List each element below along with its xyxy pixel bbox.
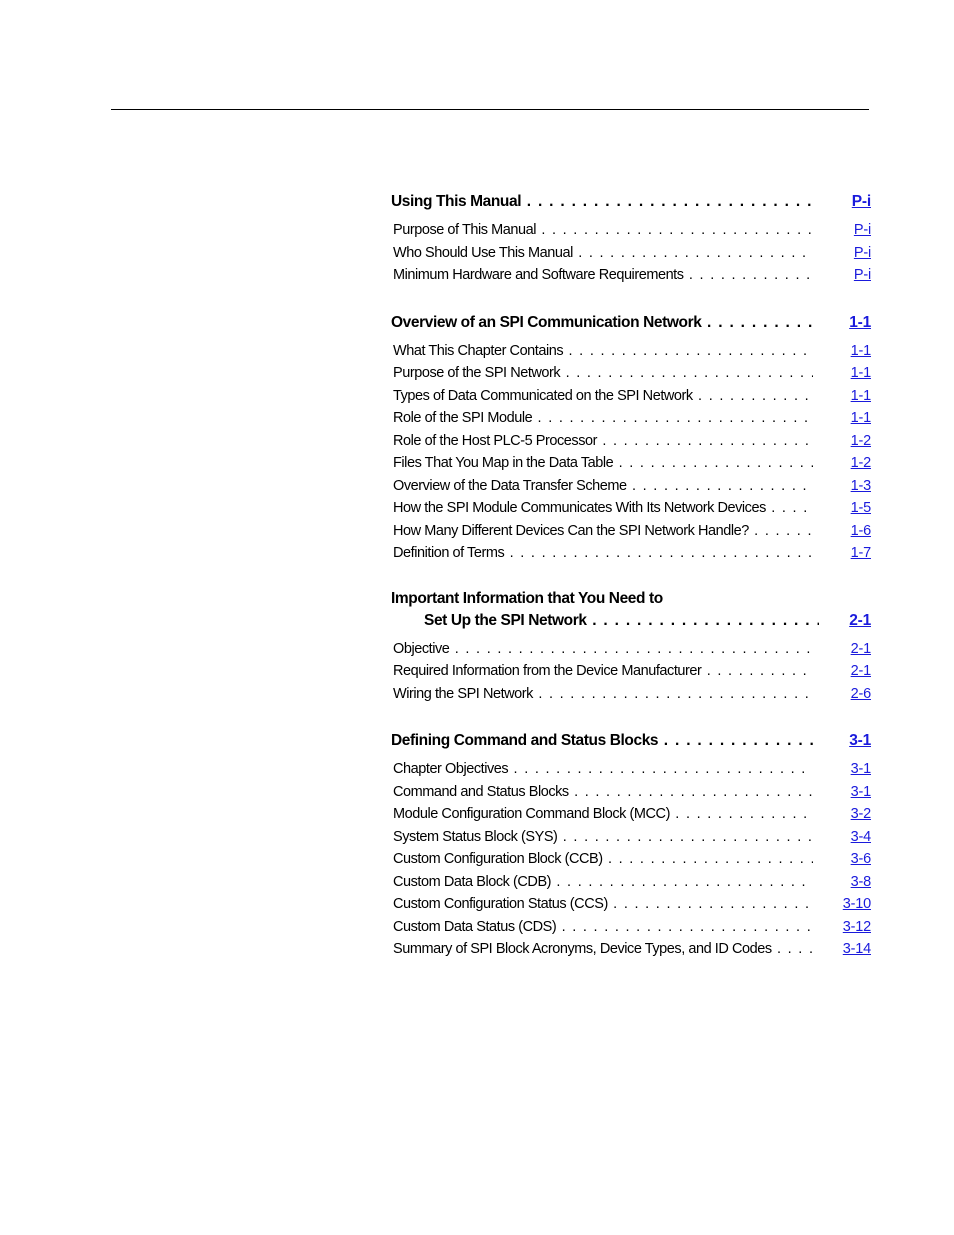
toc-entry [391,871,871,894]
toc-entry-label: Custom Configuration Block (CCB) . . . [393,848,813,871]
toc-page-link[interactable]: 1-1 [850,365,871,381]
toc-page-link[interactable]: P-i [851,193,871,210]
toc-entry-label: Objective . . . [393,638,813,661]
toc-page-link[interactable]: 3-6 [850,851,871,867]
toc-entry [391,916,871,939]
toc-page-link[interactable]: 1-6 [850,522,871,539]
toc-entry [391,848,871,871]
toc-entry-label: Summary of SPI Block Acronyms, Device Types, and ID Codes . . . [393,938,813,961]
toc-entry [391,781,871,804]
toc-entry [391,242,871,265]
toc-chapter-title: Defining Command and Status Blocks . . . [391,729,819,753]
toc-entry [391,542,871,565]
toc-section-overview [391,311,871,565]
toc-page-link[interactable]: 3-12 [842,918,871,935]
toc-entry-label: Command and Status Blocks . . . [393,781,813,804]
header-rule [111,109,869,110]
toc-page-link[interactable]: 1-3 [850,477,871,494]
toc-entry-label: Role of the SPI Module . . . [393,407,813,430]
toc-chapter-heading [391,609,871,633]
toc-entry [391,938,871,961]
toc-entry-label: Definition of Terms . . . [393,542,813,565]
toc-page-link[interactable]: P-i [853,244,871,261]
toc-page-link[interactable]: 3-1 [850,783,871,800]
toc-entry-label: Custom Configuration Status (CCS) . . . [393,893,813,916]
toc-page-link[interactable]: 2-1 [849,611,871,629]
toc-chapter-heading [391,729,871,753]
toc-entry [391,520,871,543]
toc-entry-label: Purpose of This Manual . . . [393,219,813,242]
toc-entry [391,264,871,287]
toc-entry-label: Purpose of the SPI Network . . . [393,362,813,385]
toc-chapter-title: Overview of an SPI Communication Network . . . [391,311,819,335]
toc-page-link[interactable]: 3-1 [850,761,871,777]
toc-entry [391,683,871,706]
toc-page-link[interactable]: 2-1 [850,663,871,679]
toc-entry [391,638,871,661]
toc-chapter-heading [391,311,871,335]
toc-entry-label: Minimum Hardware and Software Requirements . . . [393,264,813,287]
toc-entry [391,340,871,363]
toc-entry [391,826,871,849]
toc-entry-label: Chapter Objectives . . . [393,758,813,781]
toc-entry-label: What This Chapter Contains . . . [393,340,813,363]
toc-page-link[interactable]: 1-1 [849,313,871,331]
toc-entry [391,407,871,430]
toc-page-link[interactable]: 1-5 [850,500,871,516]
toc-entry [391,362,871,385]
toc-entry-label: System Status Block (SYS) . . . [393,826,813,849]
toc-page-link[interactable]: 3-4 [850,828,871,845]
toc-entry [391,219,871,242]
toc-page-link[interactable]: P-i [853,267,871,283]
toc-entry-label: Wiring the SPI Network . . . [393,683,813,706]
toc-section-using-this-manual [391,190,871,287]
toc-page-link[interactable]: 1-1 [850,410,871,426]
toc-entry-label: Role of the Host PLC-5 Processor . . . [393,430,813,453]
toc-page-link[interactable]: 3-2 [850,806,871,822]
toc-entry-label: Overview of the Data Transfer Scheme . . . [393,475,813,498]
toc-entry [391,803,871,826]
toc-entry-label: Module Configuration Command Block (MCC) . . . [393,803,813,826]
toc-page-link[interactable]: 2-6 [850,685,871,702]
toc-section-command-status-blocks [391,729,871,961]
toc-page-link[interactable]: 3-10 [842,896,871,912]
toc-entry-label: Required Information from the Device Manufacturer . . . [393,660,813,683]
toc-entry-label: Types of Data Communicated on the SPI Network . . . [393,385,813,408]
toc-chapter-title: Set Up the SPI Network . . . [424,609,819,633]
toc-entry [391,430,871,453]
toc-section-important-information [391,589,871,706]
toc-entry [391,660,871,683]
toc-entry-label: Files That You Map in the Data Table . . . [393,452,813,475]
toc-entry [391,497,871,520]
toc-entry-label: How Many Different Devices Can the SPI Network Handle? . . . [393,520,813,543]
toc-chapter-heading [391,190,871,214]
toc-entry-label: Custom Data Block (CDB) . . . [393,871,813,894]
toc-chapter-title: Using This Manual . . . [391,190,819,214]
toc-page-link[interactable]: 3-1 [849,732,871,749]
toc-page-link[interactable]: 1-2 [850,432,871,449]
toc-page-link[interactable]: 1-2 [850,455,871,471]
toc-page-link[interactable]: P-i [853,222,871,238]
table-of-contents [391,190,871,985]
toc-entry-label: How the SPI Module Communicates With Its Network Devices . . . [393,497,813,520]
toc-entry-label: Who Should Use This Manual . . . [393,242,813,265]
toc-page-link[interactable]: 3-8 [850,873,871,890]
toc-entry [391,758,871,781]
toc-chapter-title-line1: Important Information that You Need to [391,589,663,607]
toc-page-link[interactable]: 2-1 [850,640,871,657]
toc-entry [391,893,871,916]
toc-entry [391,385,871,408]
toc-page-link[interactable]: 3-14 [842,941,871,957]
toc-entry [391,475,871,498]
toc-page-link[interactable]: 1-1 [850,342,871,359]
toc-page-link[interactable]: 1-1 [850,387,871,404]
toc-entry-label: Custom Data Status (CDS) . . . [393,916,813,939]
toc-page-link[interactable]: 1-7 [850,545,871,561]
toc-entry [391,452,871,475]
